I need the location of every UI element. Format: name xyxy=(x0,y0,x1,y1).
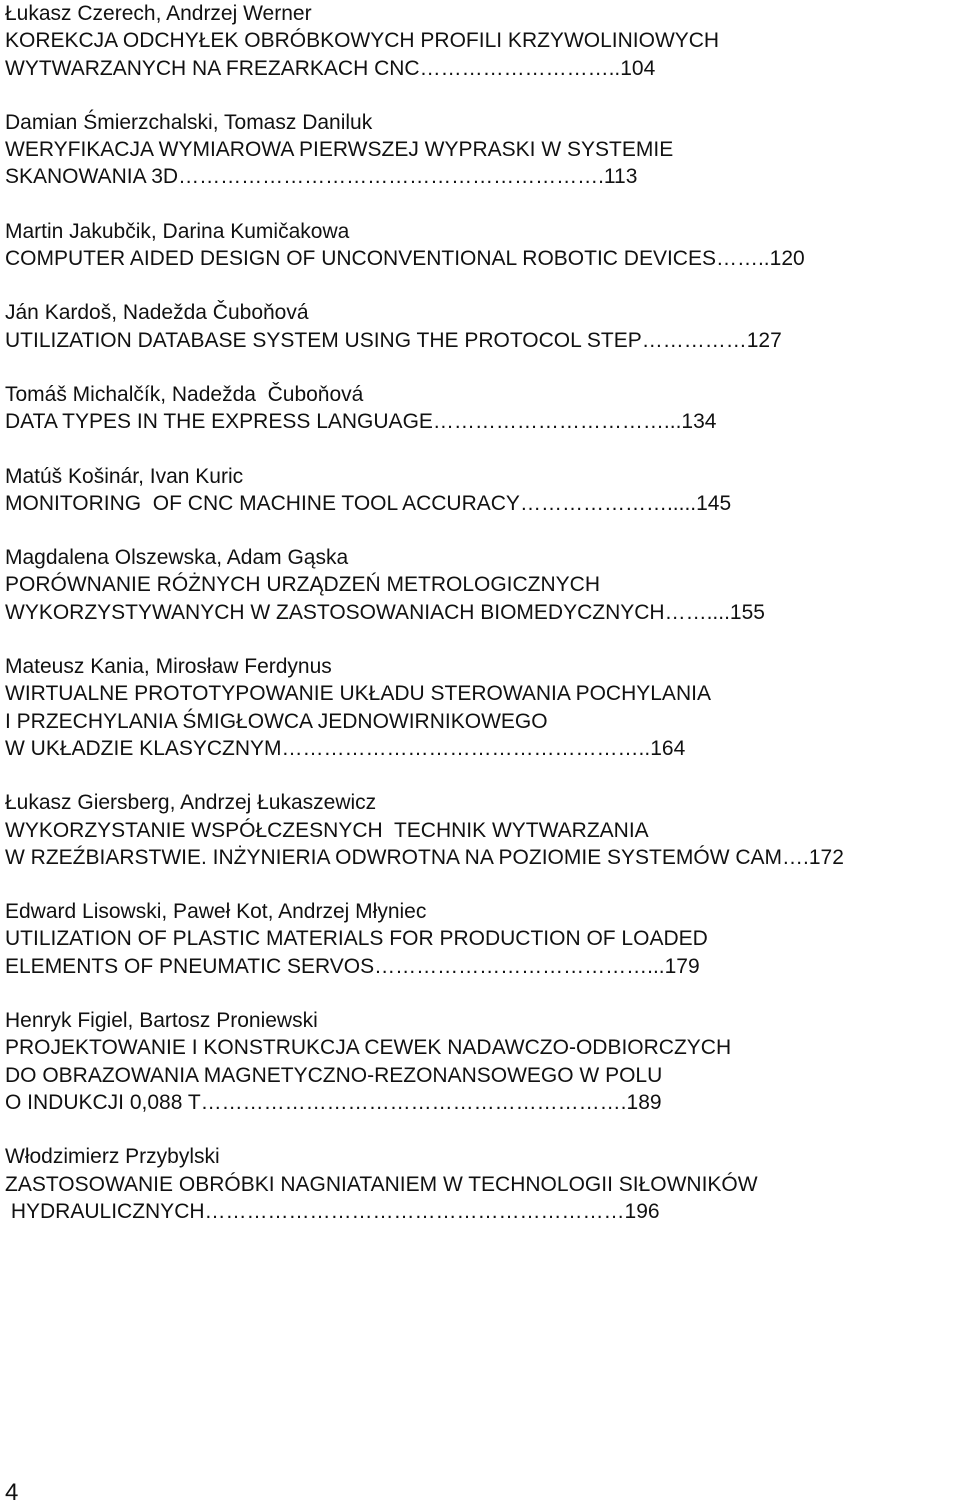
entry-title-line: WYTWARZANYCH NA FREZARKACH CNC………………………..104 xyxy=(5,56,656,80)
entry-authors: Henryk Figiel, Bartosz Proniewski xyxy=(5,1009,318,1033)
table-of-contents xyxy=(5,0,955,1252)
entry-title-line: WYKORZYSTYWANYCH W ZASTOSOWANIACH BIOMEDYCZNYCH……....155 xyxy=(5,600,765,624)
toc-entry xyxy=(5,898,955,980)
toc-entry xyxy=(5,1007,955,1116)
entry-title-line: DO OBRAZOWANIA MAGNETYCZNO-REZONANSOWEGO W POLU xyxy=(5,1063,663,1087)
entry-authors: Magdalena Olszewska, Adam Gąska xyxy=(5,546,349,570)
entry-title-line: W RZEŹBIARSTWIE. INŻYNIERIA ODWROTNA NA POZIOMIE SYSTEMÓW CAM….172 xyxy=(5,845,844,869)
entry-title-line: UTILIZATION OF PLASTIC MATERIALS FOR PRODUCTION OF LOADED xyxy=(5,927,708,951)
entry-title-line: W UKŁADZIE KLASYCZNYM……………………………………………..164 xyxy=(5,736,686,760)
entry-title-line: HYDRAULICZNYCH……………………………………………………196 xyxy=(5,1199,660,1223)
entry-authors: Tomáš Michalčík, Nadežda Čuboňová xyxy=(5,382,364,406)
entry-title-line: WYKORZYSTANIE WSPÓŁCZESNYCH TECHNIK WYTWARZANIA xyxy=(5,818,649,842)
entry-title-line: ELEMENTS OF PNEUMATIC SERVOS…………………………………...179 xyxy=(5,954,700,978)
entry-title-line: KOREKCJA ODCHYŁEK OBRÓBKOWYCH PROFILI KRZYWOLINIOWYCH xyxy=(5,29,720,53)
entry-title-line: WERYFIKACJA WYMIAROWA PIERWSZEJ WYPRASKI W SYSTEMIE xyxy=(5,138,674,162)
toc-entry xyxy=(5,544,955,626)
toc-entry xyxy=(5,109,955,191)
entry-authors: Martin Jakubčik, Darina Kumičakowa xyxy=(5,219,350,243)
toc-entry xyxy=(5,1143,955,1225)
toc-entry xyxy=(5,789,955,871)
entry-title-line: MONITORING OF CNC MACHINE TOOL ACCURACY………………….....145 xyxy=(5,491,732,515)
toc-entry xyxy=(5,463,955,518)
entry-title-line: PORÓWNANIE RÓŻNYCH URZĄDZEŃ METROLOGICZNYCH xyxy=(5,573,601,597)
entry-authors: Damian Śmierzchalski, Tomasz Daniluk xyxy=(5,110,373,134)
entry-title-line: PROJEKTOWANIE I KONSTRUKCJA CEWEK NADAWCZO-ODBIORCZYCH xyxy=(5,1036,732,1060)
toc-entry xyxy=(5,0,955,82)
entry-authors: Łukasz Czerech, Andrzej Werner xyxy=(5,2,312,25)
entry-title-line: UTILIZATION DATABASE SYSTEM USING THE PROTOCOL STEP……………127 xyxy=(5,328,782,352)
entry-title-line: DATA TYPES IN THE EXPRESS LANGUAGE……………………………...134 xyxy=(5,410,717,434)
entry-title-line: I PRZECHYLANIA ŚMIGŁOWCA JEDNOWIRNIKOWEGO xyxy=(5,709,548,733)
entry-authors: Włodzimierz Przybylski xyxy=(5,1145,220,1169)
toc-entry xyxy=(5,653,955,762)
entry-title-line: WIRTUALNE PROTOTYPOWANIE UKŁADU STEROWANIA POCHYLANIA xyxy=(5,682,711,706)
entry-authors: Edward Lisowski, Paweł Kot, Andrzej Młyniec xyxy=(5,900,427,924)
entry-title-line: COMPUTER AIDED DESIGN OF UNCONVENTIONAL ROBOTIC DEVICES……..120 xyxy=(5,247,805,271)
entry-title-line: ZASTOSOWANIE OBRÓBKI NAGNIATANIEM W TECHNOLOGII SIŁOWNIKÓW xyxy=(5,1172,758,1196)
entry-title-line: SKANOWANIA 3D…………………………………………………….113 xyxy=(5,165,638,189)
toc-entry xyxy=(5,299,955,354)
toc-entry xyxy=(5,218,955,273)
page-number: 4 xyxy=(5,1479,19,1506)
entry-authors: Ján Kardoš, Nadežda Čuboňová xyxy=(5,301,309,325)
toc-entry xyxy=(5,381,955,436)
entry-authors: Łukasz Giersberg, Andrzej Łukaszewicz xyxy=(5,791,377,815)
entry-authors: Mateusz Kania, Mirosław Ferdynus xyxy=(5,655,332,679)
entry-authors: Matúš Košinár, Ivan Kuric xyxy=(5,464,244,488)
entry-title-line: O INDUKCJI 0,088 T…………………………………………………….189 xyxy=(5,1090,662,1114)
